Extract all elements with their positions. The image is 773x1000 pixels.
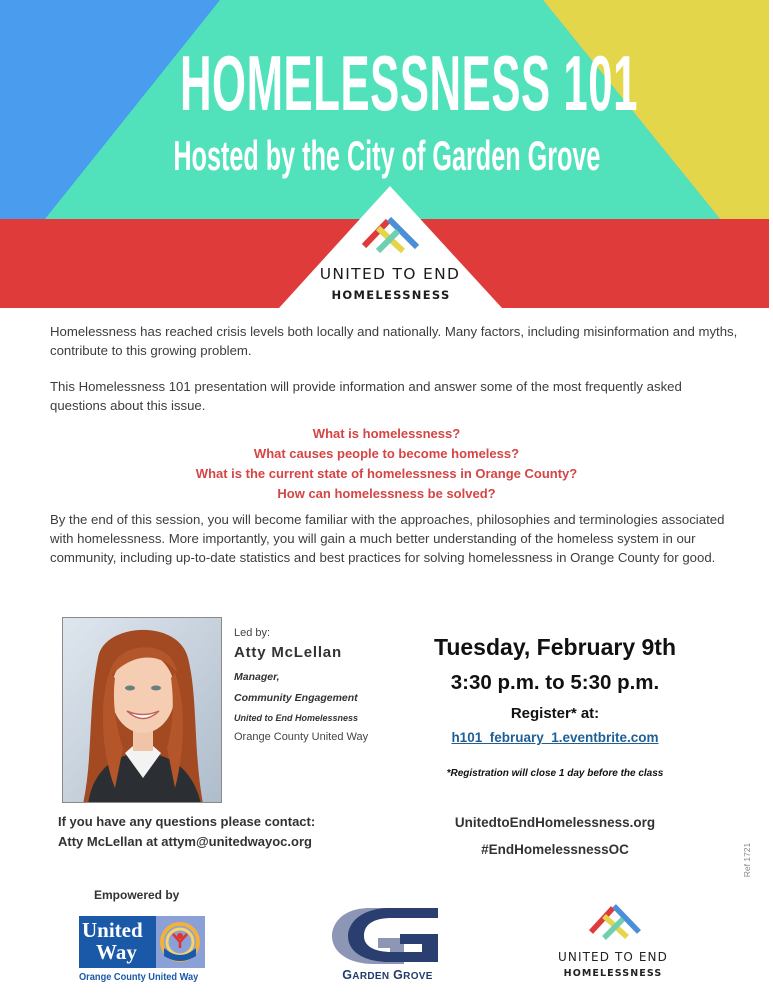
question-item: What is homelessness? — [312, 426, 461, 441]
ute-footer-logo-icon — [585, 900, 645, 942]
led-by-label: Led by: — [234, 627, 271, 639]
website-link[interactable]: UnitedtoEndHomelessness.org — [454, 815, 656, 830]
register-label: Register* at: — [510, 705, 600, 722]
question-item: How can homelessness be solved? — [277, 486, 496, 501]
header-banner — [0, 0, 773, 308]
header-logo-text-line2: HOMELESSNESS — [331, 288, 451, 302]
event-date: Tuesday, February 9th — [434, 634, 676, 660]
intro-paragraph-1: Homelessness has reached crisis levels both locally and nationally. Many factors, including misinformation and myths, contribute to this growing problem. — [50, 324, 738, 358]
united-way-logo — [79, 916, 205, 968]
ute-footer-text-line1: UNITED TO END — [558, 950, 668, 964]
question-item: What is the current state of homelessness in Orange County? — [195, 466, 578, 481]
question-item: What causes people to become homeless? — [253, 446, 520, 461]
speaker-role-line2: Community Engagement — [234, 692, 358, 704]
event-subtitle: Hosted by the City of Garden Grove — [172, 132, 601, 179]
empowered-by-label: Empowered by — [94, 888, 180, 902]
question-list — [0, 424, 773, 504]
contact-email-line[interactable]: Atty McLellan at attym@unitedwayoc.org — [58, 834, 312, 849]
speaker-role-line3: United to End Homelessness — [234, 713, 359, 723]
speaker-name: Atty McLellan — [234, 644, 342, 661]
intro-paragraph-3: By the end of this session, you will become familiar with the approaches, philosophies and terminologies associated with homelessness. More importantly, you will gain a much better understanding of the homeless system in our community, including up-to-date statistics and best practices for solving homelessness in Orange County for good. — [50, 512, 725, 565]
event-title: HOMELESSNESS 101 — [179, 39, 638, 127]
speaker-organization: Orange County United Way — [234, 731, 369, 743]
contact-line-1: If you have any questions please contact: — [58, 814, 316, 829]
contact-info — [58, 812, 315, 852]
united-way-emblem-icon — [156, 916, 205, 968]
header-logo-text-line1: UNITED TO END — [319, 265, 461, 283]
hashtag: #EndHomelessnessOC — [481, 842, 629, 857]
event-time: 3:30 p.m. to 5:30 p.m. — [450, 671, 660, 694]
reference-number: Ref 1721 — [742, 842, 752, 878]
ute-footer-text-line2: HOMELESSNESS — [563, 968, 663, 979]
register-link[interactable]: h101_february_1.eventbrite.com — [451, 730, 659, 745]
speaker-role-line1: Manager, — [234, 671, 280, 683]
united-way-wordmark: United Way — [79, 916, 156, 968]
garden-grove-logo — [330, 904, 445, 996]
registration-note: *Registration will close 1 day before the class — [446, 768, 664, 779]
garden-grove-wordmark: GARDEN GROVE — [342, 968, 433, 982]
speaker-photo — [62, 617, 222, 803]
intro-paragraph-2: This Homelessness 101 presentation will provide information and answer some of the most frequently asked questions about this issue. — [50, 379, 682, 413]
united-way-caption: Orange County United Way — [79, 971, 199, 983]
